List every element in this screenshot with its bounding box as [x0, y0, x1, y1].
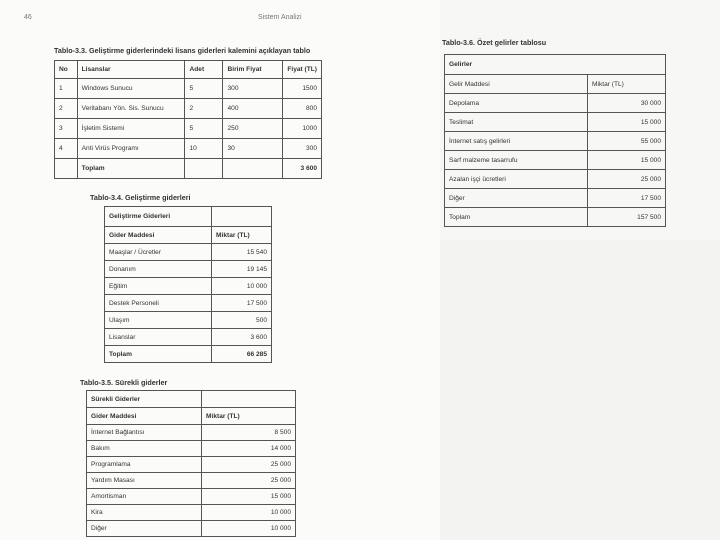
cell: Kira — [87, 505, 202, 521]
table-3-4-caption: Tablo-3.4. Geliştirme giderleri — [90, 193, 191, 202]
table-row — [87, 441, 296, 457]
cell: 55 000 — [588, 132, 666, 151]
column-header: Gider Maddesi — [87, 408, 202, 425]
cell: Diğer — [87, 521, 202, 537]
cell: 25 000 — [202, 457, 296, 473]
cell: 3 600 — [212, 329, 272, 346]
table-row — [87, 457, 296, 473]
cell: Bakım — [87, 441, 202, 457]
group-header-row — [87, 391, 296, 408]
table-row — [87, 521, 296, 537]
table-header-row — [445, 75, 666, 94]
cell: İşletim Sistemi — [77, 119, 185, 139]
table-row — [445, 132, 666, 151]
recurring-costs-table — [86, 390, 296, 537]
total-value: 3 600 — [283, 159, 322, 179]
table-row — [55, 99, 322, 119]
cell: 4 — [55, 139, 78, 159]
table-3-6-caption: Tablo-3.6. Özet gelirler tablosu — [442, 38, 547, 47]
cell: Ulaşım — [105, 312, 212, 329]
cell: Eğitim — [105, 278, 212, 295]
table-row — [87, 489, 296, 505]
table-row — [105, 244, 272, 261]
column-header: Gider Maddesi — [105, 227, 212, 244]
column-header: Fiyat (TL) — [283, 61, 322, 79]
cell: 10 000 — [202, 505, 296, 521]
cell: 15 000 — [202, 489, 296, 505]
page-number: 46 — [24, 14, 32, 21]
cell: 2 — [185, 99, 223, 119]
cell: Windows Sunucu — [77, 79, 185, 99]
cell: 800 — [283, 99, 322, 119]
cell: Amortisman — [87, 489, 202, 505]
cell: Teslimat — [445, 113, 588, 132]
column-header: No — [55, 61, 78, 79]
table-row — [55, 79, 322, 99]
table-3-5-caption: Tablo-3.5. Sürekli giderler — [80, 378, 168, 387]
table-row — [445, 151, 666, 170]
table-row — [55, 139, 322, 159]
cell: 5 — [185, 119, 223, 139]
table-row — [445, 113, 666, 132]
cell: 14 000 — [202, 441, 296, 457]
table-row — [105, 329, 272, 346]
total-label: Toplam — [445, 208, 588, 227]
column-header: Miktar (TL) — [588, 75, 666, 94]
cell: 1000 — [283, 119, 322, 139]
cell: Azalan işçi ücretleri — [445, 170, 588, 189]
group-header: Geliştirme Giderleri — [105, 207, 212, 227]
table-row — [445, 170, 666, 189]
column-header: Miktar (TL) — [202, 408, 296, 425]
table-row — [105, 261, 272, 278]
table-row — [105, 278, 272, 295]
group-header-row — [105, 207, 272, 227]
table-row — [87, 473, 296, 489]
cell: Anti Virüs Programı — [77, 139, 185, 159]
cell: Donanım — [105, 261, 212, 278]
cell: 250 — [223, 119, 283, 139]
column-header: Adet — [185, 61, 223, 79]
table-row — [55, 119, 322, 139]
table-row — [445, 189, 666, 208]
cell: İnternet Bağlantısı — [87, 425, 202, 441]
cell: 15 000 — [588, 151, 666, 170]
cell: 1 — [55, 79, 78, 99]
cell: Programlama — [87, 457, 202, 473]
table-row — [87, 505, 296, 521]
table-3-3-caption: Tablo-3.3. Geliştirme giderlerindeki lisans giderleri kalemini açıklayan tablo — [54, 46, 311, 55]
cell: Lisanslar — [105, 329, 212, 346]
income-summary-table — [444, 54, 666, 227]
cell: Yardım Masası — [87, 473, 202, 489]
cell: 1500 — [283, 79, 322, 99]
cell: 8 500 — [202, 425, 296, 441]
table-row — [445, 94, 666, 113]
cell: Sarf malzeme tasarrufu — [445, 151, 588, 170]
table-row — [105, 312, 272, 329]
cell: 10 000 — [212, 278, 272, 295]
table-row — [105, 295, 272, 312]
column-header: Miktar (TL) — [212, 227, 272, 244]
cell: 10 000 — [202, 521, 296, 537]
group-header: Sürekli Giderler — [87, 391, 202, 408]
cell: İnternet satış gelirleri — [445, 132, 588, 151]
column-header: Birim Fiyat — [223, 61, 283, 79]
table-header-row — [105, 227, 272, 244]
cell: Diğer — [445, 189, 588, 208]
total-row — [55, 159, 322, 179]
cell: 15 000 — [588, 113, 666, 132]
group-header: Gelirler — [445, 55, 666, 75]
table-header-row — [55, 61, 322, 79]
total-label: Toplam — [77, 159, 185, 179]
cell: 5 — [185, 79, 223, 99]
total-row — [445, 208, 666, 227]
cell: 25 000 — [588, 170, 666, 189]
total-value: 157 500 — [588, 208, 666, 227]
cell: 15 540 — [212, 244, 272, 261]
total-row — [105, 346, 272, 363]
cell: Maaşlar / Ücretler — [105, 244, 212, 261]
total-value: 66 285 — [212, 346, 272, 363]
cell: 2 — [55, 99, 78, 119]
table-row — [87, 425, 296, 441]
cell: 500 — [212, 312, 272, 329]
cell: Destek Personeli — [105, 295, 212, 312]
cell: 300 — [283, 139, 322, 159]
cell: 10 — [185, 139, 223, 159]
total-label: Toplam — [105, 346, 212, 363]
cell: 30 — [223, 139, 283, 159]
license-costs-table — [54, 60, 322, 179]
development-costs-table — [104, 206, 272, 363]
column-header: Gelir Maddesi — [445, 75, 588, 94]
cell: 17 500 — [212, 295, 272, 312]
cell: 30 000 — [588, 94, 666, 113]
cell: Veritabanı Yön. Sis. Sunucu — [77, 99, 185, 119]
cell: 3 — [55, 119, 78, 139]
group-header-row — [445, 55, 666, 75]
table-header-row — [87, 408, 296, 425]
cell: 300 — [223, 79, 283, 99]
running-title: Sistem Analizi — [258, 14, 302, 21]
cell: 17 500 — [588, 189, 666, 208]
column-header: Lisanslar — [77, 61, 185, 79]
cell: 19 145 — [212, 261, 272, 278]
cell: 400 — [223, 99, 283, 119]
cell: Depolama — [445, 94, 588, 113]
cell: 25 000 — [202, 473, 296, 489]
